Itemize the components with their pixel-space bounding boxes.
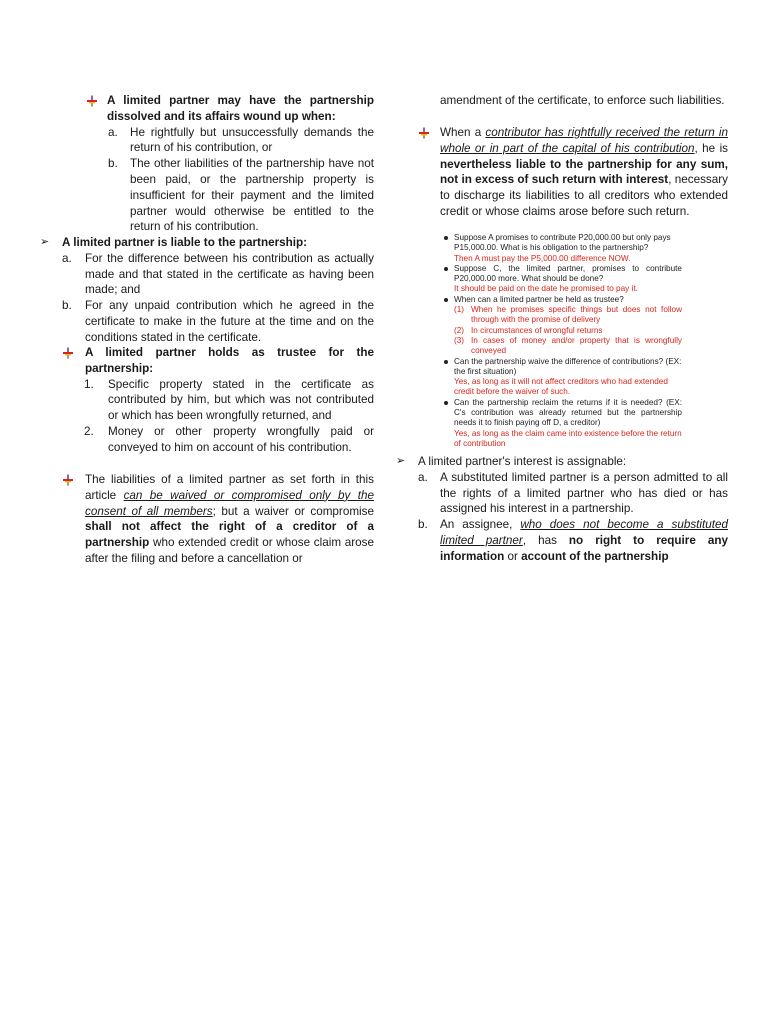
continued-paragraph: amendment of the certificate, to enforce such liabilities. — [440, 94, 725, 107]
note-answer: Yes, as long as it will not affect creditors who had extended credit before the waiver of such. — [454, 377, 668, 397]
bullet-icon — [444, 360, 448, 364]
list-text: The other liabilities of the partnership have not been paid, or the partnership property is insufficient for their payment and the limited partner would otherwise be entitled to the return of his contribution. — [130, 157, 374, 234]
note-answer: It should be paid on the date he promised to pay it. — [454, 284, 638, 294]
section-assignable — [396, 454, 728, 565]
list-label: 1. — [84, 377, 94, 391]
list-text: He rightfully but unsuccessfully demands the return of his contribution, or — [130, 125, 374, 155]
note-subitem — [454, 336, 682, 357]
list-text: For the difference between his contribution as actually made and that stated in the certificate as having been made; and — [85, 251, 374, 297]
note-item — [442, 357, 682, 398]
note-answer: Then A must pay the P5,000.00 difference NOW. — [454, 253, 631, 263]
list-text — [440, 517, 728, 564]
text-run: or — [504, 549, 522, 563]
emphasized-text: who does not become a substituted limited partner — [440, 518, 728, 547]
section-waiver — [62, 472, 374, 567]
list-text: Money or other property wrongfully paid or conveyed to him on account of his contribution. — [108, 424, 374, 454]
bullet-icon — [444, 298, 448, 302]
note-subitem — [454, 326, 682, 336]
note-question: Can the partnership waive the difference of contributions? (EX: the first situation) — [454, 356, 682, 376]
note-item — [442, 233, 682, 264]
note-answer: When he promises specific things but does not follow through with the promise of delivery — [471, 305, 682, 325]
section-heading: A limited partner is liable to the partnership: — [62, 236, 308, 249]
section-paragraph — [85, 472, 374, 567]
arrow-bullet-icon: ➢ — [396, 455, 406, 467]
bold-text: no right to require any information — [440, 533, 728, 563]
note-item — [442, 264, 682, 295]
pushpin-icon — [62, 474, 74, 486]
section-heading: A limited partner holds as trustee for the partnership: — [85, 346, 374, 375]
bullet-icon — [444, 236, 448, 240]
note-question: Suppose A promises to contribute P20,000.00 but only pays P15,000.00. What is his obligation to the partnership? — [454, 233, 671, 253]
bold-text: account of the partnership — [521, 549, 669, 563]
section-paragraph — [440, 125, 728, 220]
section-heading: A limited partner may have the partnership dissolved and its affairs wound up when: — [107, 94, 374, 123]
pushpin-icon — [62, 347, 74, 359]
note-question: When can a limited partner be held as trustee? — [454, 294, 624, 304]
note-answer: Yes, as long as the claim came into existence before the return of contribution — [454, 428, 682, 448]
list-item — [86, 125, 374, 157]
arrow-bullet-icon: ➢ — [40, 236, 50, 248]
section-heading: A limited partner's interest is assignable: — [418, 455, 627, 468]
list-text: Specific property stated in the certificate as contributed by him, but which was not contributed or which has been wrongfully returned, and — [108, 377, 374, 423]
bold-text: shall not affect the right of a creditor of a partnership — [85, 520, 374, 550]
note-sublabel: (2) — [454, 325, 465, 335]
note-item — [442, 295, 682, 357]
notes-screenshot — [442, 233, 682, 448]
text-run: An assignee, — [440, 518, 521, 532]
text-run: The liabilities of a limited partner as set forth in this article — [85, 473, 374, 502]
text-run: ; but a waiver or compromise — [212, 504, 374, 518]
list-label: b. — [108, 157, 118, 171]
text-run: , he is — [694, 141, 729, 155]
list-label: a. — [418, 470, 428, 484]
bullet-icon — [444, 267, 448, 271]
emphasized-text: can be waived or compromised only by the consent of all members — [85, 488, 374, 518]
list-text: A substituted limited partner is a person admitted to all the rights of a limited partner who has died or has assigned his interest in a partnership. — [440, 470, 728, 516]
text-run: who extended credit or whose claim arose after the filing and before a cancellation or — [85, 536, 374, 565]
bullet-icon — [444, 401, 448, 405]
list-item — [62, 424, 374, 456]
list-label: a. — [108, 125, 118, 139]
bold-text: nevertheless liable to the partnership for any sum, not in excess of such return with interest — [440, 157, 728, 187]
text-run: , necessary to discharge its liabilities to all creditors who extended credit or whose claims arose before such return. — [440, 173, 728, 218]
list-label: 2. — [84, 424, 94, 438]
list-item — [396, 470, 728, 517]
note-answer: In cases of money and/or property that is wrongfully conveyed — [471, 335, 682, 356]
note-answer: In circumstances of wrongful returns — [471, 325, 603, 335]
pushpin-icon — [418, 127, 430, 139]
list-label: b. — [62, 299, 72, 313]
note-item — [442, 398, 682, 449]
note-sublabel: (1) — [454, 305, 465, 315]
note-question: Suppose C, the limited partner, promises to contribute P20,000.00 more. What should be done? — [454, 263, 682, 284]
note-question: Can the partnership reclaim the returns if it is needed? (EX: C's contribution was already returned but the partnership needs it to finish paying off D, a creditor) — [454, 397, 682, 428]
list-item — [86, 156, 374, 235]
note-sublabel: (3) — [454, 335, 465, 345]
section-return-liability — [418, 125, 728, 220]
section-dissolution — [86, 93, 374, 235]
list-label: a. — [62, 251, 72, 265]
text-run: , has — [522, 533, 569, 547]
pushpin-icon — [86, 95, 98, 107]
list-label: b. — [418, 518, 428, 532]
list-item — [396, 517, 728, 564]
list-text: For any unpaid contribution which he agreed in the certificate to make in the future at the time and on the conditions stated in the certificate. — [85, 299, 374, 344]
section-liability — [40, 235, 374, 346]
section-trustee — [62, 345, 374, 456]
list-item — [62, 377, 374, 424]
emphasized-text: contributor has rightfully received the return in whole or in part of the capital of his contribution — [440, 126, 728, 155]
list-item — [40, 298, 374, 345]
list-item — [40, 251, 374, 298]
text-run: When a — [440, 126, 486, 139]
note-subitem — [454, 305, 682, 326]
